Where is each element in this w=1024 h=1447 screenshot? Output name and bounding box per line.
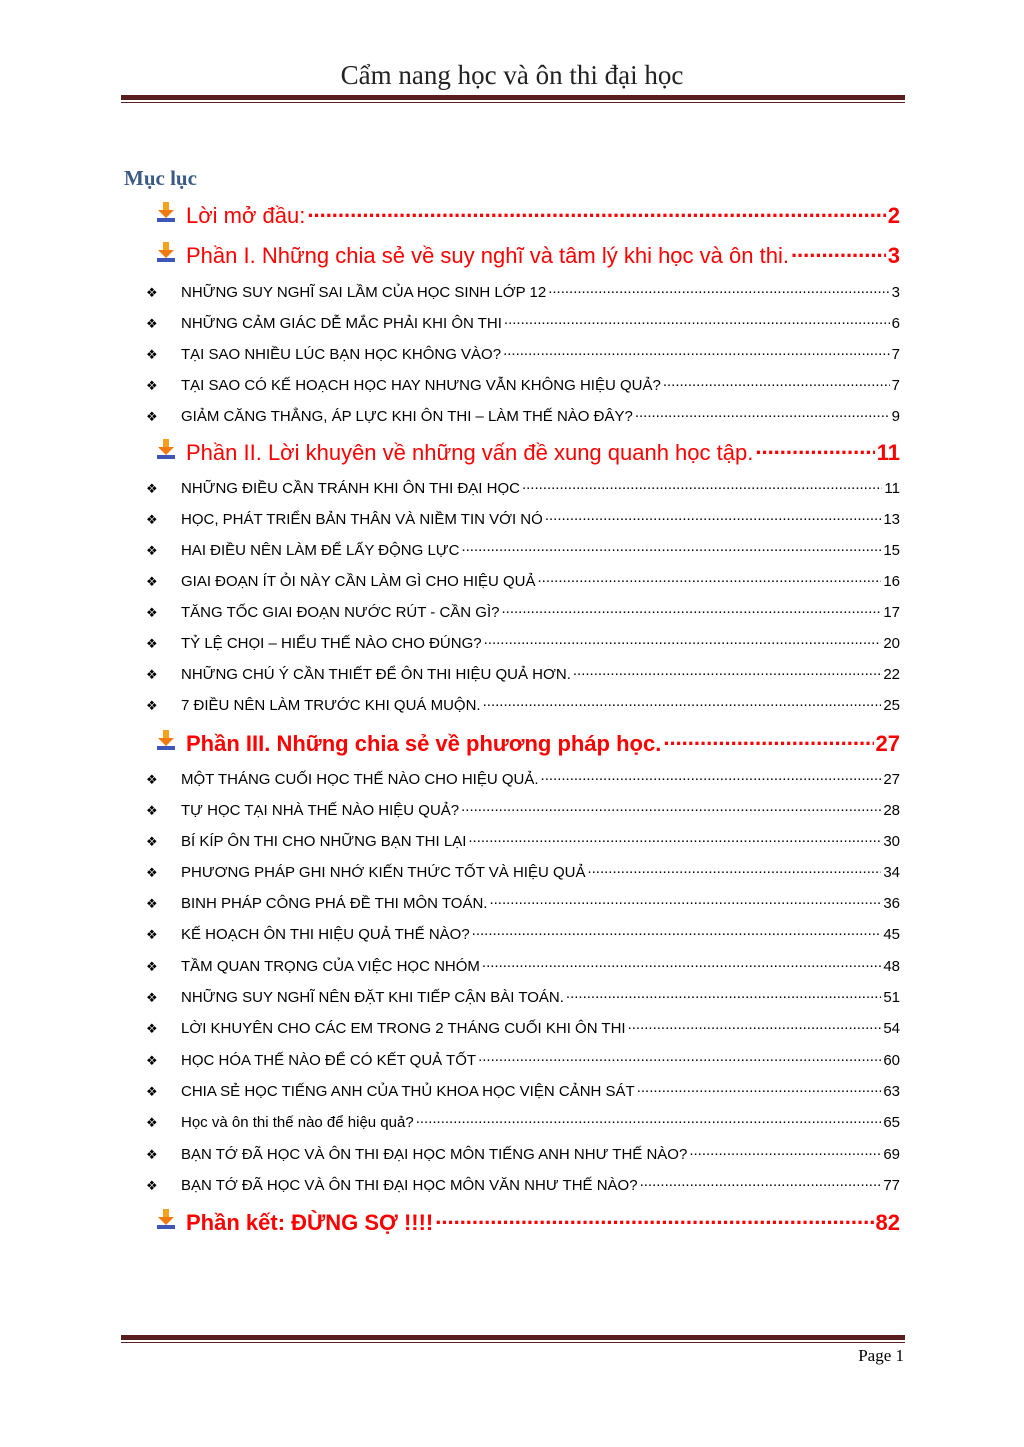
diamond-bullet-icon: ❖ [146,316,158,331]
toc-item-entry[interactable] [0,692,1024,714]
toc-part-entry[interactable] [0,434,1024,464]
diamond-bullet-icon: ❖ [146,378,158,393]
diamond-bullet-icon: ❖ [146,927,158,942]
toc-item-entry[interactable] [0,341,1024,363]
toc-leader-dots [466,828,881,846]
toc-leader-dots [502,310,890,328]
toc-leader-dots [305,197,885,223]
toc-item-title: CHIA SẺ HỌC TIẾNG ANH CỦA THỦ KHOA HỌC VIỆN CẢNH SÁT [181,1083,635,1100]
toc-part-page: 3 [887,243,900,268]
toc-leader-dots [753,434,874,460]
diamond-bullet-icon: ❖ [146,990,158,1005]
diamond-bullet-icon: ❖ [146,772,158,787]
toc-part-title: Phần kết: ĐỪNG SỢ !!!! [186,1210,434,1235]
download-arrow-icon [155,438,177,460]
toc-leader-dots [481,692,882,710]
diamond-bullet-icon: ❖ [146,605,158,620]
toc-part-page: 11 [876,440,900,465]
toc-part-page: 82 [875,1210,900,1235]
toc-item-title: Học và ôn thi thế nào để hiệu quả? [181,1114,414,1131]
toc-item-page: 20 [883,635,900,652]
toc-item-page: 77 [883,1177,900,1194]
toc-item-title: GIẢM CĂNG THẲNG, ÁP LỰC KHI ÔN THI – LÀM THẾ NÀO ĐÂY? [181,408,633,425]
toc-item-page: 45 [883,926,900,943]
toc-item-entry[interactable] [0,797,1024,819]
toc-leader-dots [543,506,882,524]
toc-leader-dots [487,890,881,908]
toc-item-title: LỜI KHUYÊN CHO CÁC EM TRONG 2 THÁNG CUỐI KHI ÔN THI [181,1020,626,1037]
toc-item-entry[interactable] [0,921,1024,943]
diamond-bullet-icon: ❖ [146,574,158,589]
toc-item-entry[interactable] [0,506,1024,528]
toc-leader-dots [564,984,881,1002]
toc-leader-dots [536,568,882,586]
download-arrow-icon [155,729,177,751]
toc-item-page: 30 [883,833,900,850]
toc-part-entry[interactable] [0,197,1024,227]
toc-item-entry[interactable] [0,1047,1024,1069]
diamond-bullet-icon: ❖ [146,347,158,362]
diamond-bullet-icon: ❖ [146,698,158,713]
download-arrow-icon [155,201,177,223]
toc-item-title: TỰ HỌC TẠI NHÀ THẾ NÀO HIỆU QUẢ? [181,802,460,819]
toc-item-entry[interactable] [0,1141,1024,1163]
toc-item-title: BÍ KÍP ÔN THI CHO NHỮNG BẠN THI LẠI [181,833,467,850]
toc-item-entry[interactable] [0,372,1024,394]
diamond-bullet-icon: ❖ [146,409,158,424]
diamond-bullet-icon: ❖ [146,1178,158,1193]
toc-leader-dots [661,372,890,390]
toc-heading: Mục lục [124,166,197,190]
toc-item-page: 13 [883,511,900,528]
diamond-bullet-icon: ❖ [146,803,158,818]
toc-part-title: Phần III. Những chia sẻ về phương pháp học. [186,731,662,756]
diamond-bullet-icon: ❖ [146,1147,158,1162]
toc-item-page: 3 [891,284,900,301]
toc-item-entry[interactable] [0,1015,1024,1037]
toc-item-entry[interactable] [0,279,1024,301]
toc-item-entry[interactable] [0,953,1024,975]
toc-item-page: 22 [883,666,900,683]
toc-leader-dots [482,630,882,648]
toc-item-page: 36 [883,895,900,912]
toc-item-title: NHỮNG CẢM GIÁC DỄ MẮC PHẢI KHI ÔN THI [181,315,502,332]
footer-rule [121,1335,905,1343]
toc-item-entry[interactable] [0,1078,1024,1100]
toc-part-entry[interactable] [0,237,1024,267]
diamond-bullet-icon: ❖ [146,512,158,527]
toc-item-entry[interactable] [0,828,1024,850]
toc-item-title: TẠI SAO NHIỀU LÚC BẠN HỌC KHÔNG VÀO? [181,346,502,363]
toc-item-title: MỘT THÁNG CUỐI HỌC THẾ NÀO CHO HIỆU QUẢ. [181,771,539,788]
diamond-bullet-icon: ❖ [146,865,158,880]
toc-item-entry[interactable] [0,1109,1024,1131]
download-arrow-icon [155,241,177,263]
toc-item-title: TĂNG TỐC GIAI ĐOẠN NƯỚC RÚT - CẦN GÌ? [181,604,500,621]
page-number: Page 1 [858,1346,904,1365]
toc-part-title: Phần II. Lời khuyên về những vấn đề xung quanh học tập. [186,440,754,465]
diamond-bullet-icon: ❖ [146,543,158,558]
toc-item-page: 48 [883,958,900,975]
toc-item-page: 65 [883,1114,900,1131]
toc-item-entry[interactable] [0,766,1024,788]
toc-item-page: 69 [883,1146,900,1163]
download-arrow-icon [155,1208,177,1230]
diamond-bullet-icon: ❖ [146,959,158,974]
toc-leader-dots [470,921,882,939]
toc-item-page: 9 [891,408,900,425]
toc-part-page: 27 [875,731,900,756]
toc-item-page: 6 [891,315,900,332]
toc-item-page: 51 [883,989,900,1006]
toc-item-page: 60 [883,1052,900,1069]
toc-leader-dots [459,537,881,555]
toc-part-entry[interactable] [0,725,1024,755]
diamond-bullet-icon: ❖ [146,1053,158,1068]
diamond-bullet-icon: ❖ [146,481,158,496]
toc-leader-dots [501,341,890,359]
toc-item-title: TẠI SAO CÓ KẾ HOẠCH HỌC HAY NHƯNG VẪN KHÔNG HIỆU QUẢ? [181,377,661,394]
toc-item-title: GIAI ĐOẠN ÍT ỎI NÀY CẦN LÀM GÌ CHO HIỆU QUẢ [181,573,536,590]
toc-item-title: NHỮNG SUY NGHĨ NÊN ĐẶT KHI TIẾP CẬN BÀI TOÁN. [181,989,564,1006]
toc-item-entry[interactable] [0,403,1024,425]
toc-leader-dots [520,475,882,493]
toc-item-page: 54 [883,1020,900,1037]
toc-leader-dots [476,1047,881,1065]
header-rule [121,95,905,103]
toc-leader-dots [585,859,881,877]
toc-part-entry[interactable] [0,1204,1024,1234]
header-title: Cẩm nang học và ôn thi đại học [340,60,684,90]
toc-leader-dots [626,1015,882,1033]
toc-item-page: 7 [891,346,900,363]
diamond-bullet-icon: ❖ [146,1084,158,1099]
toc-leader-dots [433,1204,873,1230]
toc-item-page: 34 [883,864,900,881]
toc-item-title: BẠN TỚ ĐÃ HỌC VÀ ÔN THI ĐẠI HỌC MÔN VĂN NHƯ THẾ NÀO? [181,1177,638,1194]
toc-item-title: BẠN TỚ ĐÃ HỌC VÀ ÔN THI ĐẠI HỌC MÔN TIẾNG ANH NHƯ THẾ NÀO? [181,1146,688,1163]
toc-leader-dots [414,1109,882,1127]
toc-item-page: 17 [883,604,900,621]
toc-item-title: HỌC, PHÁT TRIỂN BẢN THÂN VÀ NIỀM TIN VỚI NÓ [181,511,543,528]
toc-item-title: HAI ĐIỀU NÊN LÀM ĐỂ LẤY ĐỘNG LỰC [181,542,460,559]
toc-leader-dots [661,725,873,751]
toc-item-title: PHƯƠNG PHÁP GHI NHỚ KIẾN THỨC TỐT VÀ HIỆU QUẢ [181,864,586,881]
toc-item-page: 27 [883,771,900,788]
toc-item-entry[interactable] [0,310,1024,332]
toc-item-title: TỶ LỆ CHỌI – HIỂU THẾ NÀO CHO ĐÚNG? [181,635,482,652]
toc-item-page: 15 [883,542,900,559]
toc-item-title: NHỮNG SUY NGHĨ SAI LẦM CỦA HỌC SINH LỚP 12 [181,284,547,301]
toc-item-title: NHỮNG CHÚ Ý CẦN THIẾT ĐỂ ÔN THI HIỆU QUẢ HƠN. [181,666,571,683]
toc-item-title: 7 ĐIỀU NÊN LÀM TRƯỚC KHI QUÁ MUỘN. [181,697,481,714]
toc-leader-dots [499,599,881,617]
toc-item-title: KẾ HOẠCH ÔN THI HIỆU QUẢ THẾ NÀO? [181,926,470,943]
toc-leader-dots [546,279,889,297]
toc-item-entry[interactable] [0,984,1024,1006]
toc-item-entry[interactable] [0,1172,1024,1194]
toc-item-entry[interactable] [0,661,1024,683]
toc-part-title: Phần I. Những chia sẻ về suy nghĩ và tâm lý khi học và ôn thi. [186,243,789,268]
diamond-bullet-icon: ❖ [146,896,158,911]
toc-item-page: 16 [883,573,900,590]
toc-part-title: Lời mở đầu: [186,203,306,228]
toc-item-page: 63 [883,1083,900,1100]
toc-leader-dots [539,766,882,784]
toc-item-page: 25 [883,697,900,714]
toc-item-title: NHỮNG ĐIỀU CẦN TRÁNH KHI ÔN THI ĐẠI HỌC [181,480,520,497]
diamond-bullet-icon: ❖ [146,1115,158,1130]
toc-item-entry[interactable] [0,859,1024,881]
diamond-bullet-icon: ❖ [146,667,158,682]
toc-item-entry[interactable] [0,630,1024,652]
diamond-bullet-icon: ❖ [146,834,158,849]
toc-leader-dots [459,797,881,815]
toc-leader-dots [789,237,886,263]
toc-item-page: 28 [883,802,900,819]
toc-leader-dots [687,1141,881,1159]
toc-leader-dots [480,953,881,971]
toc-item-title: TẦM QUAN TRỌNG CỦA VIỆC HỌC NHÓM [181,958,480,975]
toc-item-title: BINH PHÁP CÔNG PHÁ ĐỀ THI MÔN TOÁN. [181,895,488,912]
diamond-bullet-icon: ❖ [146,636,158,651]
toc-leader-dots [638,1172,882,1190]
toc-item-entry[interactable] [0,890,1024,912]
toc-item-entry[interactable] [0,599,1024,621]
toc-item-page: 11 [884,480,900,497]
toc-item-entry[interactable] [0,568,1024,590]
toc-leader-dots [571,661,881,679]
toc-item-page: 7 [891,377,900,394]
toc-item-entry[interactable] [0,475,1024,497]
toc-leader-dots [635,1078,882,1096]
toc-leader-dots [633,403,890,421]
diamond-bullet-icon: ❖ [146,1021,158,1036]
diamond-bullet-icon: ❖ [146,285,158,300]
toc-part-page: 2 [887,203,900,228]
toc-item-entry[interactable] [0,537,1024,559]
toc-item-title: HỌC HÓA THẾ NÀO ĐỂ CÓ KẾT QUẢ TỐT [181,1052,477,1069]
